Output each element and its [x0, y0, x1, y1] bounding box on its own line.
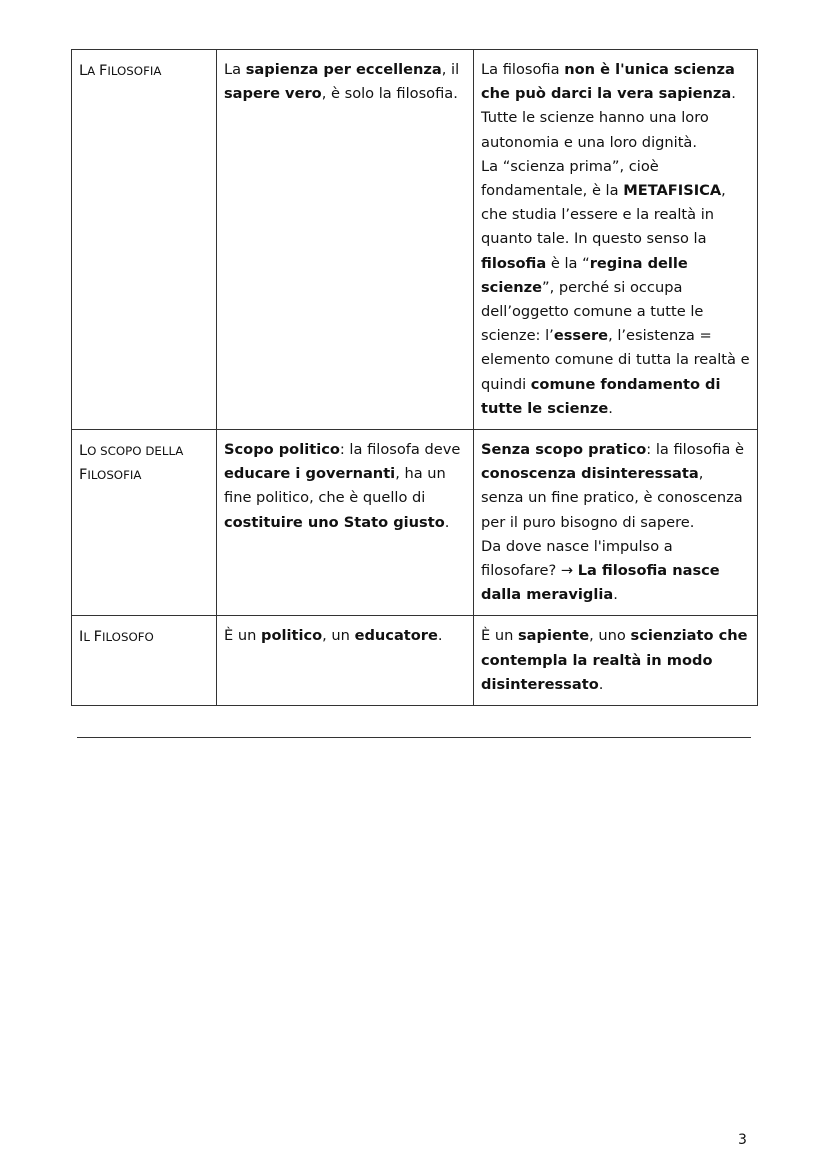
table-cell [474, 430, 758, 616]
cell-text: . [613, 586, 618, 604]
cell-text: La [224, 61, 246, 78]
label-text: ILOSOFO [102, 630, 154, 645]
label-text: ILOSOFIA [107, 64, 162, 78]
cell-text: . [444, 513, 450, 531]
page-number: 3 [738, 1132, 747, 1148]
horizontal-divider [77, 737, 751, 738]
table-cell [474, 50, 758, 430]
label-text: L [79, 442, 88, 460]
bold-text: scienziato che contempla la realtà in modo disinteressato [481, 627, 748, 693]
bold-text: educare i governanti [224, 465, 396, 483]
bold-text: non è l'unica scienza che può darci la vera sapienza [481, 61, 735, 103]
table-row [72, 430, 758, 616]
bold-text: regina delle scienze [481, 254, 688, 296]
label-text: ILOSOFIA [87, 468, 142, 483]
table-row [72, 616, 758, 706]
label-text: I [79, 628, 84, 646]
bold-text: educatore [354, 627, 438, 645]
cell-text: La filosofia [481, 61, 565, 78]
cell-text: . Tutte le scienze hanno una loro autonomia e una loro dignità. [481, 85, 736, 151]
cell-text: È un [224, 627, 261, 645]
bold-text: METAFISICA [623, 182, 722, 200]
table-row [72, 50, 758, 430]
cell-text: È un [481, 627, 518, 645]
row-label [72, 430, 217, 616]
cell-text: , è solo la filosofia. [321, 85, 458, 103]
cell-text: è la “ [546, 254, 590, 272]
label-text: L [79, 62, 88, 79]
cell-text: La “scienza prima”, cioè fondamentale, è la [481, 157, 659, 200]
cell-text: : la filosofa deve [339, 441, 461, 459]
cell-text: . [437, 627, 443, 645]
bold-text: comune fondamento di tutte le scienze [481, 375, 721, 417]
bold-text: sapienza per eccellenza [245, 61, 442, 78]
cell-text: , che studia l’essere e la realtà in quanto tale. In questo senso la [481, 182, 726, 248]
bold-text: essere [553, 327, 609, 345]
label-text: F [98, 62, 108, 79]
label-text: O SCOPO DELLA [87, 444, 184, 459]
table-cell [217, 430, 474, 616]
cell-text: ”, perché si occupa dell’oggetto comune a tutte le scienze: l’ [481, 278, 704, 345]
table-cell [474, 616, 758, 706]
cell-text: , l’esistenza = elemento comune di tutta la realtà e quindi [481, 327, 750, 393]
bold-text: sapere vero [224, 85, 322, 103]
bold-text: conoscenza disinteressata [481, 465, 699, 483]
cell-text: , senza un fine pratico, è conoscenza per il puro bisogno di sapere. [481, 465, 743, 531]
bold-text: Scopo politico [224, 441, 340, 459]
cell-text: . [608, 399, 613, 417]
cell-text: , il [441, 61, 460, 78]
cell-text: . [598, 675, 604, 693]
bold-text: sapiente [518, 627, 590, 645]
row-label [72, 50, 217, 430]
label-text: A [87, 64, 99, 78]
table-cell [217, 616, 474, 706]
cell-text: : la filosofia è [646, 441, 744, 459]
bold-text: politico [261, 627, 323, 645]
label-text: F [79, 466, 88, 484]
cell-text: Da dove nasce l'impulso a filosofare? → [481, 537, 673, 580]
cell-text: , ha un fine politico, che è quello di [224, 465, 446, 507]
row-label [72, 616, 217, 706]
comparison-table [71, 49, 758, 706]
bold-text: La filosofia nasce dalla meraviglia [481, 562, 720, 604]
bold-text: costituire uno Stato giusto [224, 513, 445, 531]
bold-text: Senza scopo pratico [481, 441, 647, 459]
label-text: F [93, 628, 103, 646]
cell-text: , un [322, 627, 355, 645]
table-cell [217, 50, 474, 430]
bold-text: filosofia [481, 254, 547, 272]
cell-text: , uno [589, 627, 631, 645]
label-text: L [83, 630, 94, 645]
